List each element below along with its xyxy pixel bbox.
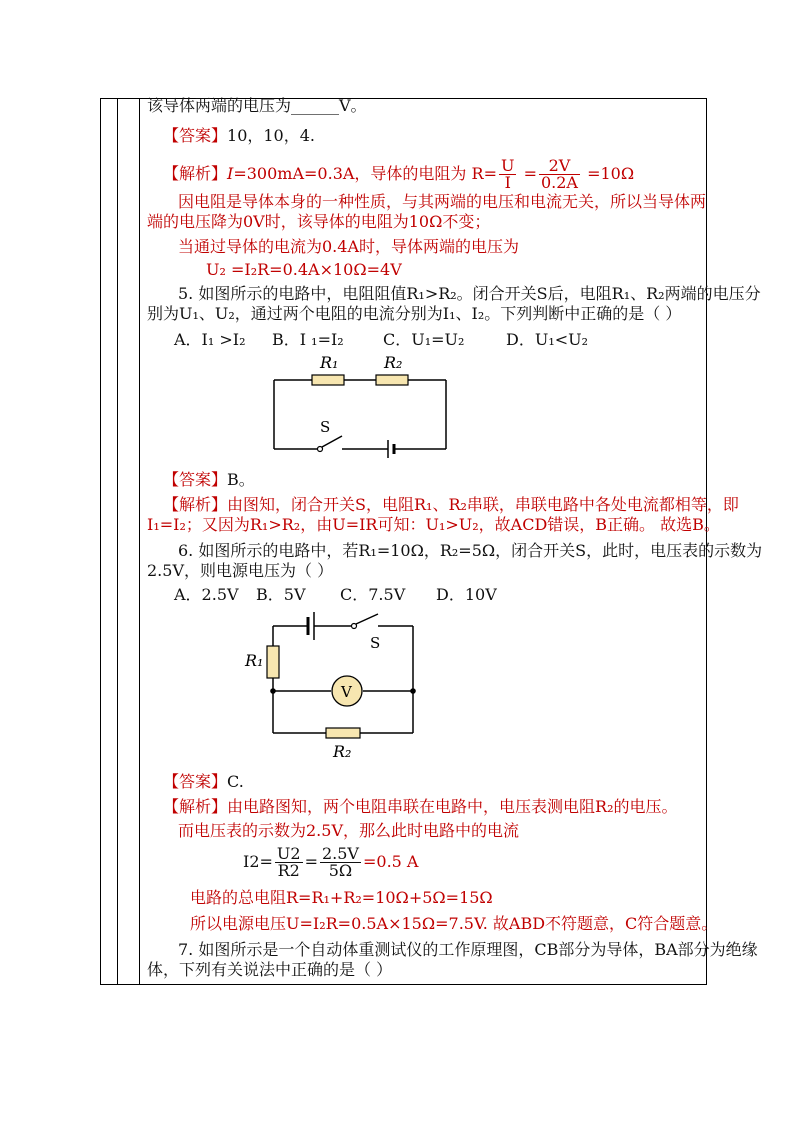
q4-analysis-line4: 当通过导体的电流为0.4A时，导体两端的电压为 [178,237,520,256]
q6-option-c: C．7.5V [340,585,406,604]
q5-r2-resistor [376,375,408,385]
q4-analysis-line3: 端的电压降为0V时，该导体的电阻为10Ω不变； [147,212,491,231]
q6-option-a: A．2.5V [174,585,239,604]
q6-label-v: V [341,683,352,701]
q7-stem-line1: 7. 如图所示是一个自动体重测试仪的工作原理图，CB部分为导体，BA部分为绝缘 [178,940,758,959]
q5-option-c: C．U₁=U₂ [383,330,465,349]
q6-stem-line2: 2.5V，则电源电压为（ ） [147,561,334,580]
q6-label-r2: R₂ [333,742,352,761]
q6-answer: 【答案】C. [163,772,244,791]
q6-circuit-diagram [240,608,440,768]
q6-option-b: B．5V [256,585,306,604]
q4-answer: 【答案】10，10，4. [163,126,316,145]
q5-analysis-line2: I₁=I₂；又因为R₁>R₂，由U=IR可知：U₁>U₂，故ACD错误，B正确。 故选B。 [147,515,720,534]
q4-analysis-line5: U₂ =I₂R=0.4A×10Ω=4V [206,260,402,279]
q6-label-s: S [370,634,381,652]
q5-analysis-line1: 【解析】由图知，闭合开关S，电阻R₁、R₂串联，串联电路中各处电流都相等，即 [163,495,739,514]
q5-stem-line1: 5. 如图所示的电路中，电阻阻值R₁>R₂。闭合开关S后，电阻R₁、R₂两端的电压分 [178,284,761,303]
q6-analysis-line1: 【解析】由电路图知，两个电阻串联在电路中，电压表测电阻R₂的电压。 [163,797,678,816]
q5-option-b: B．I ₁=I₂ [272,330,344,349]
q6-option-d: D．10V [436,585,497,604]
q5-stem-line2: 别为U₁、U₂，通过两个电阻的电流分别为I₁、I₂。下列判断中正确的是（ ） [147,304,682,323]
q5-label-r1: R₁ [320,353,339,372]
q6-analysis-line3: 电路的总电阻R=R₁+R₂=10Ω+5Ω=15Ω [190,888,493,907]
q5-label-s: S [320,418,331,436]
q6-r1-resistor [267,646,279,678]
q7-stem-line2: 体，下列有关说法中正确的是（ ） [147,960,393,979]
q6-analysis-line2: 而电压表的示数为2.5V，那么此时电路中的电流 [178,821,520,840]
q5-answer: 【答案】B。 [163,470,255,489]
q6-label-r1: R₁ [245,651,264,670]
q5-option-d: D．U₁<U₂ [506,330,589,349]
q6-analysis-line4: 所以电源电压U=I₂R=0.5A×15Ω=7.5V. 故ABD不符题意，C符合题意。 [190,914,718,933]
q5-circuit-diagram [262,348,462,464]
q4-analysis-line1: 【解析】I=300mA=0.3A，导体的电阻为 R= $\frac{U}{I}$ = $\frac{2V}{0.2A}$ =10Ω [163,156,635,192]
q5-option-a: A．I₁ >I₂ [174,330,246,349]
q6-stem-line1: 6. 如图所示的电路中，若R₁=10Ω，R₂=5Ω，闭合开关S，此时，电压表的示数为 [178,541,763,560]
q4-analysis-line2: 因电阻是导体本身的一种性质，与其两端的电压和电流无关，所以当导体两 [178,192,707,211]
q5-label-r2: R₂ [384,353,403,372]
q5-r1-resistor [312,375,344,385]
q6-current-formula: I2= $\frac{U2}{R2}$ = $\frac{2.5V}{5\Omega}$ =0.5 A [243,844,419,880]
q4-tail: 该导体两端的电压为______V。 [147,96,367,115]
q6-r2-resistor [326,728,360,738]
table-column-left [101,99,140,984]
